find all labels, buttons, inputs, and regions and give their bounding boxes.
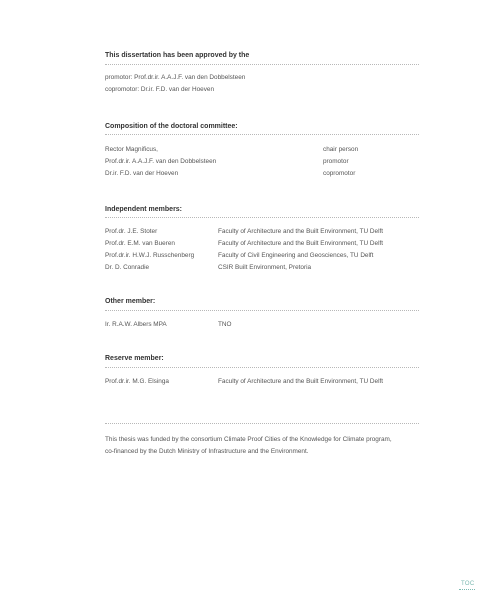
member-affiliation: Faculty of Civil Engineering and Geosciences, TU Delft <box>218 252 374 259</box>
member-affiliation: Faculty of Architecture and the Built Environment, TU Delft <box>218 378 384 385</box>
promotor-line: promotor: Prof.dr.ir. A.A.J.F. van den Dobbelsteen <box>105 74 246 81</box>
funding-line: This thesis was funded by the consortium Climate Proof Cities of the Knowledge for Climate program, <box>105 436 392 443</box>
committee-name: Prof.dr.ir. A.A.J.F. van den Dobbelsteen <box>105 158 217 165</box>
divider <box>105 217 419 218</box>
member-name: Prof.dr. E.M. van Bueren <box>105 240 175 247</box>
independent-heading: Independent members: <box>105 206 183 213</box>
member-affiliation: Faculty of Architecture and the Built Environment, TU Delft <box>218 240 384 247</box>
member-affiliation: TNO <box>218 321 232 328</box>
divider <box>105 367 419 368</box>
committee-heading: Composition of the doctoral committee: <box>105 123 238 130</box>
member-affiliation: CSIR Built Environment, Pretoria <box>218 264 312 271</box>
member-name: Prof.dr.ir. M.G. Elsinga <box>105 378 169 385</box>
funding-line: co-financed by the Dutch Ministry of Infrastructure and the Environment. <box>105 448 309 455</box>
copromotor-line: copromotor: Dr.ir. F.D. van der Hoeven <box>105 86 215 93</box>
toc-link[interactable]: TOC <box>461 581 475 587</box>
committee-role: copromotor <box>323 170 356 177</box>
committee-name: Rector Magnificus, <box>105 146 158 153</box>
member-affiliation: Faculty of Architecture and the Built Environment, TU Delft <box>218 228 384 235</box>
divider <box>105 64 419 65</box>
member-name: Ir. R.A.W. Albers MPA <box>105 321 167 328</box>
committee-name: Dr.ir. F.D. van der Hoeven <box>105 170 179 177</box>
member-name: Prof.dr. J.E. Stoter <box>105 228 158 235</box>
divider <box>105 423 419 424</box>
committee-role: chair person <box>323 146 359 153</box>
other-heading: Other member: <box>105 298 156 305</box>
member-name: Prof.dr.ir. H.W.J. Russchenberg <box>105 252 195 259</box>
approved-heading: This dissertation has been approved by the <box>105 52 250 59</box>
toc-underline <box>459 589 475 590</box>
reserve-heading: Reserve member: <box>105 355 164 362</box>
divider <box>105 134 419 135</box>
member-name: Dr. D. Conradie <box>105 264 150 271</box>
committee-role: promotor <box>323 158 349 165</box>
divider <box>105 310 419 311</box>
